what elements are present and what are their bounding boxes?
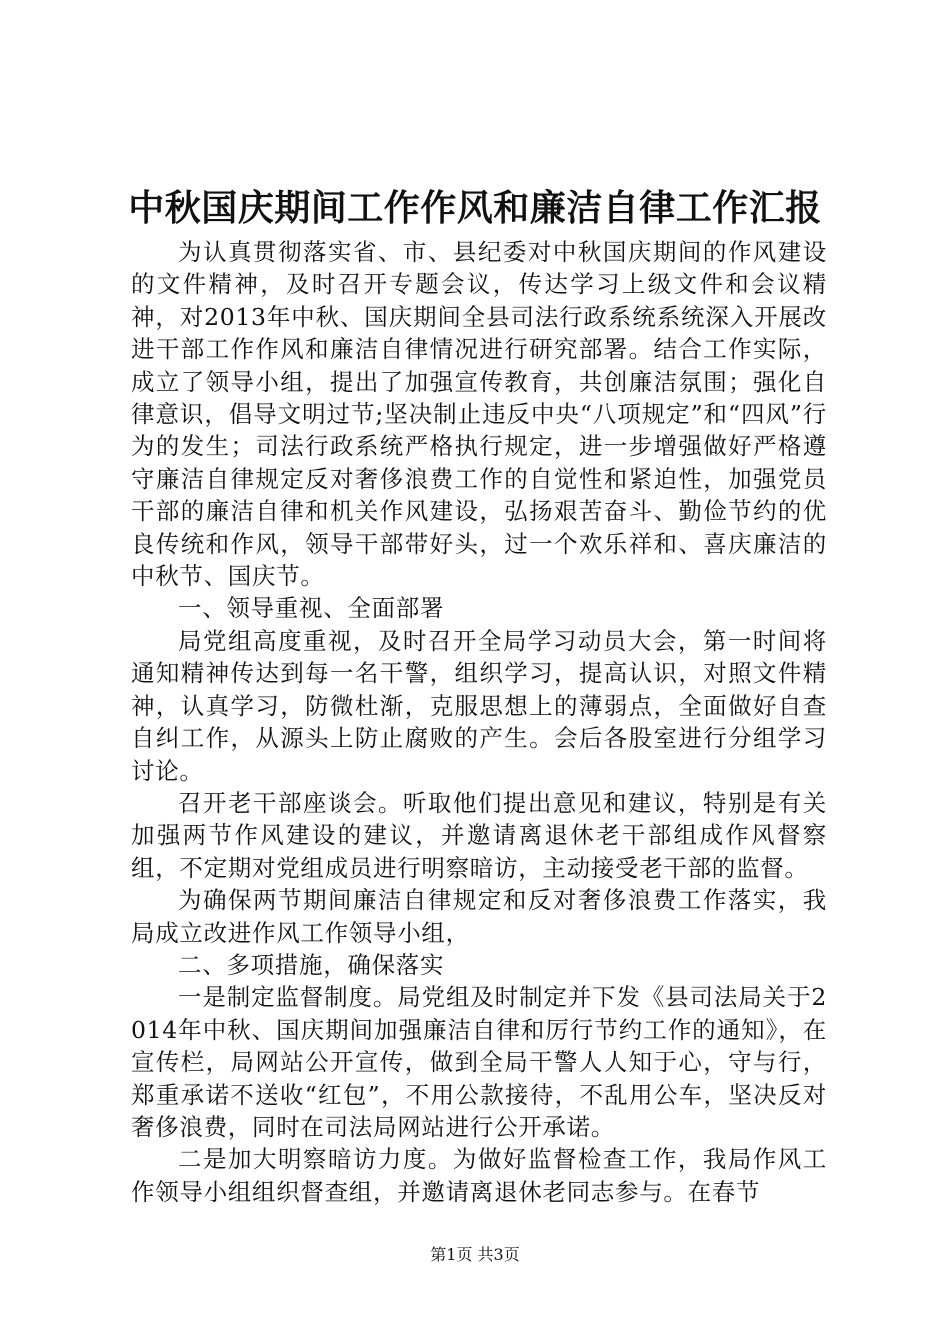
intro-paragraph: 为认真贯彻落实省、市、县纪委对中秋国庆期间的作风建设的文件精神，及时召开专题会议，传达学习上级文件和会议精神，对2013年中秋、国庆期间全县司法行政系统系统深入开展改进干部工作作风和廉洁自律情况进行研究部署。结合工作实际，成立了领导小组，提出了加强宣传教育，共创廉洁氛围；强化自律意识，倡导文明过节;坚决制止违反中央“八项规定”和“四风”行为的发生；司法行政系统严格执行规定，进一步增强做好严格遵守廉洁自律规定反对奢侈浪费工作的自觉性和紧迫性，加强党员干部的廉洁自律和机关作风建设，弘扬艰苦奋斗、勤俭节约的优良传统和作风，领导干部带好头，过一个欢乐祥和、喜庆廉洁的中秋节、国庆节。 [131, 238, 827, 591]
body-paragraph: 二是加大明察暗访力度。为做好监督检查工作，我局作风工作领导小组组织督查组，并邀请离退休老同志参与。在春节 [131, 1145, 827, 1206]
body-paragraph: 为确保两节期间廉洁自律规定和反对奢侈浪费工作落实，我局成立改进作风工作领导小组， [131, 886, 827, 947]
document-title: 中秋国庆期间工作作风和廉洁自律工作汇报 [128, 187, 822, 229]
body-paragraph: 局党组高度重视，及时召开全局学习动员大会，第一时间将通知精神传达到每一名干警，组织学习，提高认识，对照文件精神，认真学习，防微杜渐，克服思想上的薄弱点，全面做好自查自纠工作，从源头上防止腐败的产生。会后各股室进行分组学习讨论。 [131, 626, 827, 785]
section-heading-1: 一、领导重视、全面部署 [178, 594, 445, 623]
document-body [131, 236, 827, 1208]
page-number-footer: 第1页 共3页 [430, 1245, 520, 1264]
body-paragraph: 一是制定监督制度。局党组及时制定并下发《县司法局关于2014年中秋、国庆期间加强廉洁自律和厉行节约工作的通知》，在宣传栏，局网站公开宣传，做到全局干警人人知于心，守与行，郑重承诺不送收“红包”，不用公款接待，不乱用公车，坚决反对奢侈浪费，同时在司法局网站进行公开承诺。 [131, 983, 827, 1141]
body-paragraph: 召开老干部座谈会。听取他们提出意见和建议，特别是有关加强两节作风建设的建议，并邀请离退休老干部组成作风督察组，不定期对党组成员进行明察暗访，主动接受老干部的监督。 [131, 788, 827, 882]
section-heading-2: 二、多项措施，确保落实 [178, 950, 445, 979]
